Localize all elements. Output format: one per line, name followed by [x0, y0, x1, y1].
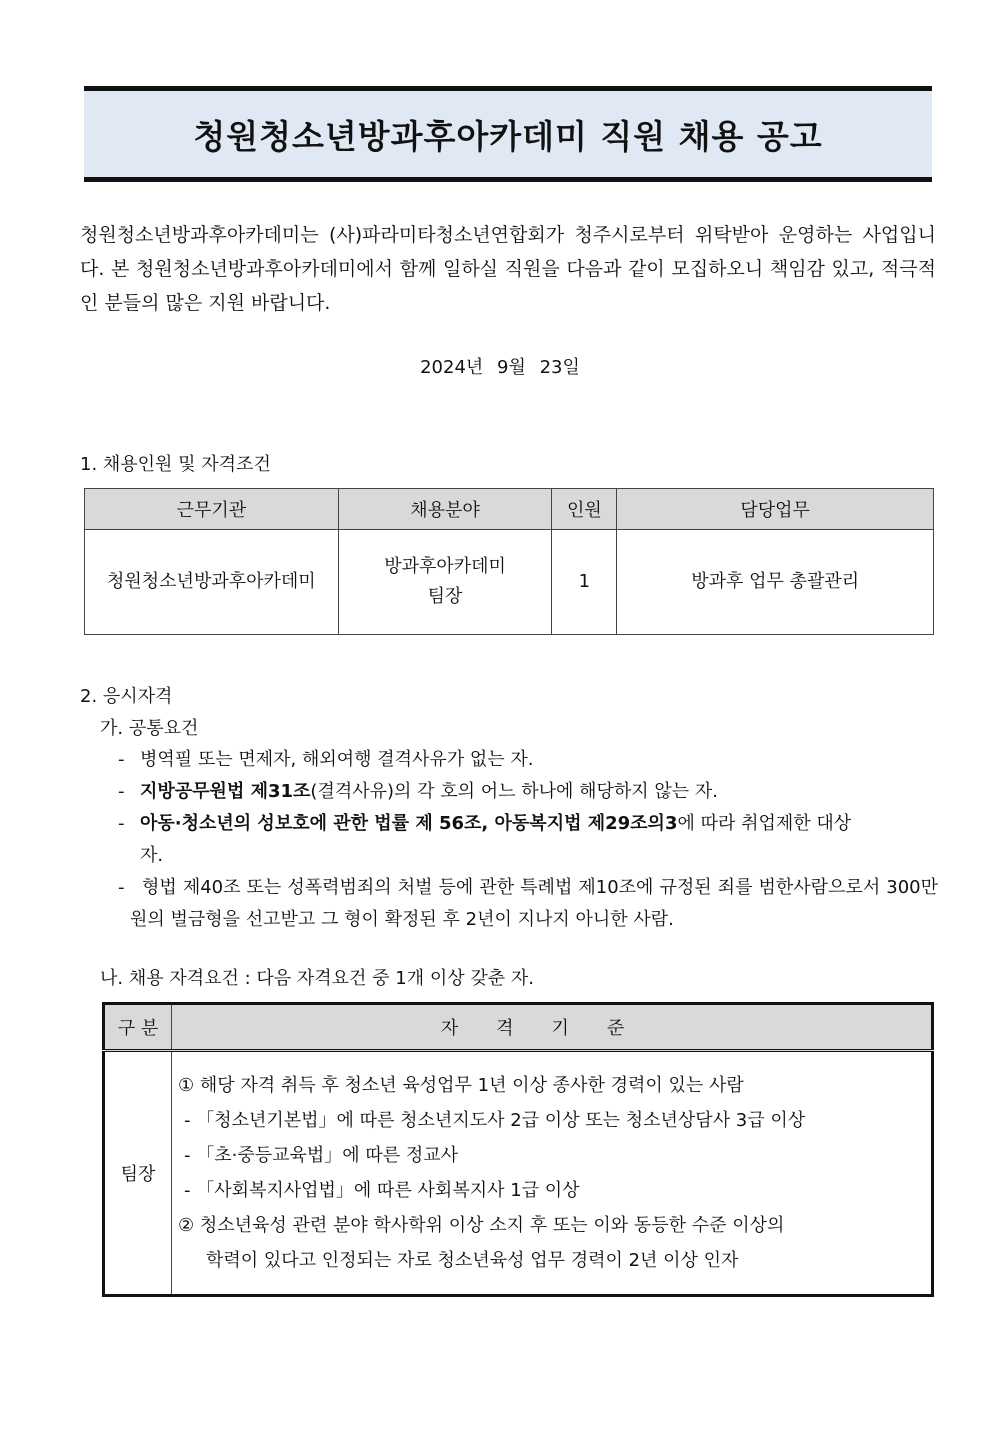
intro-paragraph: 청원청소년방과후아카데미는 (사)파라미타청소년연합회가 청주시로부터 위탁받아 운영하는 사업입니다. 본 청원청소년방과후아카데미에서 함께 일하실 직원을 다음과 같이 모집하오니 책임감 있고, 적극적인 분들의 많은 지원 바랍니다. — [80, 224, 936, 314]
common-requirements-list — [118, 744, 938, 936]
cell-field-line1: 방과후아카데미 — [384, 556, 506, 577]
criteria-line: - 「초·중등교육법」에 따른 정교사 — [184, 1145, 459, 1166]
common-requirements-heading: 가. 공통요건 — [100, 718, 199, 739]
announcement-date: 2024년 9월 23일 — [420, 357, 580, 378]
cell-field-line2: 팀장 — [427, 586, 463, 607]
header-duty: 담당업무 — [617, 489, 934, 530]
list-item: - 형법 제40조 또는 성폭력범죄의 처벌 등에 관한 특례법 제10조에 규정된 죄를 범한사람으로서 300만원의 벌금형을 선고받고 그 형이 확정된 후 2년이 지나지 아니한 사람. — [118, 877, 938, 930]
recruitment-table-header — [85, 489, 934, 530]
table-row — [85, 530, 934, 635]
title-banner — [84, 86, 932, 182]
criteria-line: ② 청소년육성 관련 분야 학사학위 이상 소지 후 또는 이와 동등한 수준 이상의 — [178, 1215, 785, 1236]
cell-duty: 방과후 업무 총괄관리 — [617, 530, 934, 635]
criteria-line: ① 해당 자격 취득 후 청소년 육성업무 1년 이상 종사한 경력이 있는 사람 — [178, 1075, 744, 1096]
table-row — [104, 1051, 933, 1296]
criteria-line: 학력이 있다고 인정되는 자로 청소년육성 업무 경력이 2년 이상 인자 — [206, 1250, 739, 1271]
cell-role: 팀장 — [104, 1051, 172, 1296]
section1-heading: 1. 채용인원 및 자격조건 — [80, 454, 271, 475]
section2-heading: 2. 응시자격 — [80, 686, 173, 707]
qualification-table-header — [104, 1004, 933, 1051]
criteria-line: - 「사회복지사업법」에 따른 사회복지사 1급 이상 — [184, 1180, 580, 1201]
list-item: - 지방공무원법 제31조(결격사유)의 각 호의 어느 하나에 해당하지 않는 자. — [118, 781, 718, 802]
qualification-table — [102, 1002, 934, 1297]
header-criteria: 자격기준 — [172, 1004, 933, 1051]
header-org: 근무기관 — [85, 489, 339, 530]
page-title: 청원청소년방과후아카데미 직원 채용 공고 — [193, 116, 823, 156]
criteria-line: - 「청소년기본법」에 따른 청소년지도사 2급 이상 또는 청소년상담사 3급 이상 — [184, 1110, 806, 1131]
header-count: 인원 — [552, 489, 617, 530]
header-field: 채용분야 — [338, 489, 552, 530]
cell-count: 1 — [552, 530, 617, 635]
list-item: - 아동·청소년의 성보호에 관한 법률 제 56조, 아동복지법 제29조의3에 따라 취업제한 대상자. — [118, 813, 852, 866]
header-category: 구 분 — [104, 1004, 172, 1051]
cell-field — [338, 530, 552, 635]
qualification-requirements-heading: 나. 채용 자격요건 : 다음 자격요건 중 1개 이상 갖춘 자. — [100, 968, 534, 989]
cell-org: 청원청소년방과후아카데미 — [85, 530, 339, 635]
list-item: - 병역필 또는 면제자, 해외여행 결격사유가 없는 자. — [118, 749, 534, 770]
cell-criteria — [172, 1051, 933, 1296]
recruitment-table — [84, 488, 934, 635]
